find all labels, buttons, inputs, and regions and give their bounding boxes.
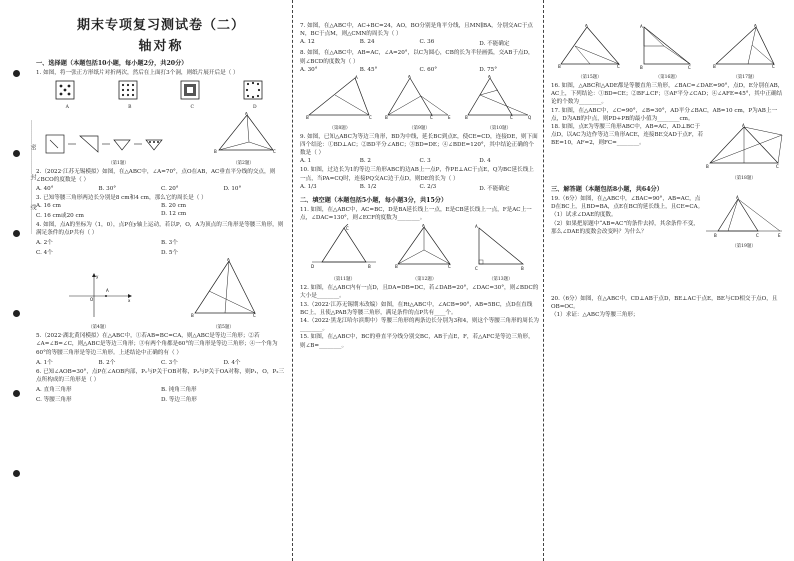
q15-q17-figures bbox=[551, 24, 784, 80]
svg-text:B: B bbox=[395, 264, 399, 270]
q10-caption: （第10题） bbox=[487, 125, 511, 131]
q1-option-c bbox=[179, 79, 205, 110]
q3-option-c[interactable]: C. 16 cm或20 cm bbox=[36, 212, 84, 219]
svg-text:B: B bbox=[557, 64, 561, 69]
svg-text:A: A bbox=[422, 224, 426, 229]
question-5: 5.（2022·湖北黄冈模拟）在△ABC中，①若AB=BC=CA，则△ABC是等边三角形；②若∠A=∠B=∠C，则△ABC是等边三角形；③有两个角都是60°的三角形是等边三角形；④一个角为60°的等腰三角形是等边三角形。上述结论中正确的有（ ） bbox=[36, 333, 278, 356]
question-20-part-1: （1）求证：△ABC为等腰三角形； bbox=[551, 312, 639, 319]
svg-text:B: B bbox=[368, 264, 371, 270]
q6-option-c[interactable]: C. 等腰三角形 bbox=[36, 397, 72, 404]
question-14: 14.（2022·黑龙江哈尔滨期中）等腰三角形的两条边长分别为3和4，则这个等腰三角形的周长为________。 bbox=[300, 318, 539, 333]
q9-option-b[interactable]: B. 2 bbox=[359, 158, 371, 165]
q11-caption: （第11题） bbox=[331, 277, 356, 283]
q5-option-c[interactable]: C. 3个 bbox=[161, 359, 178, 366]
q7-option-d[interactable]: D. 不能确定 bbox=[479, 41, 510, 48]
section-choice-heading: 一、选择题（本题包括10小题，每小题2分，共20分） bbox=[36, 60, 188, 67]
q4-figure bbox=[64, 272, 134, 330]
q1-option-d bbox=[242, 79, 268, 110]
q1-option-a-drawing bbox=[54, 79, 80, 101]
svg-text:Q: Q bbox=[528, 114, 532, 120]
svg-text:B: B bbox=[713, 64, 716, 69]
svg-text:B: B bbox=[213, 149, 217, 155]
q4-option-c[interactable]: C. 4个 bbox=[36, 250, 53, 257]
question-11: 11. 如图，在△ABC中，AC=BC，D是BA延长线上一点，E是CB延长线上一点，F是AC上一点，∠DAC=130°，则∠ECF的度数为________。 bbox=[300, 206, 532, 222]
svg-text:A: A bbox=[408, 74, 412, 79]
svg-text:B: B bbox=[385, 114, 389, 120]
q4-q5-figures bbox=[36, 258, 286, 330]
q15-figure bbox=[557, 24, 623, 80]
svg-text:B: B bbox=[714, 233, 717, 239]
q3-options-row1 bbox=[36, 203, 286, 209]
q1-folding-figure bbox=[44, 132, 194, 166]
q1-folding-drawing bbox=[44, 132, 194, 156]
svg-text:A: A bbox=[584, 24, 588, 28]
q1-options-figure bbox=[36, 79, 286, 110]
q8-option-b[interactable]: B. 45° bbox=[359, 66, 378, 73]
q18-triangle-drawing bbox=[704, 123, 784, 171]
svg-text:C: C bbox=[430, 114, 434, 120]
svg-text:B: B bbox=[520, 266, 524, 272]
q1-option-b-drawing bbox=[117, 79, 143, 101]
question-19-part-1: （1）试求∠DAE的度数。 bbox=[551, 212, 617, 219]
svg-text:A: A bbox=[736, 195, 739, 201]
q8-options bbox=[300, 67, 539, 73]
question-8: 8. 如图，在△ABC中，AB=AC，∠A=20°，以C为圆心，CB的长为半径画弧，交AB于点D，则∠BCD的度数为（ ） bbox=[300, 50, 534, 65]
q3-option-a[interactable]: A. 16 cm bbox=[36, 202, 61, 209]
q19-block bbox=[551, 195, 784, 249]
q1-caption: （第1题） bbox=[108, 161, 129, 167]
q10-option-b[interactable]: B. 1/2 bbox=[359, 183, 377, 190]
q6-options-row1 bbox=[36, 385, 286, 393]
svg-text:C: C bbox=[368, 114, 372, 120]
column-1 bbox=[0, 0, 292, 561]
svg-text:C: C bbox=[252, 313, 256, 319]
q17-figure bbox=[712, 24, 778, 80]
svg-text:O: O bbox=[89, 297, 93, 303]
q8-figure bbox=[305, 75, 375, 131]
q8-option-c[interactable]: C. 60° bbox=[419, 66, 438, 73]
svg-text:A: A bbox=[244, 112, 248, 117]
q1-label: A bbox=[65, 105, 69, 111]
q15-triangle-drawing bbox=[557, 24, 623, 70]
svg-text:C: C bbox=[346, 226, 349, 232]
svg-text:A: A bbox=[226, 258, 230, 263]
q8-q10-figures bbox=[300, 75, 539, 131]
question-19: 19.（6分）如图，在△ABC中，∠BAC=90°，AB=AC，点D在BC上，且BD=BA，点E在BC的延长线上，且CE=CA。 bbox=[551, 196, 704, 211]
q5-option-b[interactable]: B. 2个 bbox=[98, 359, 116, 366]
svg-text:C: C bbox=[688, 65, 692, 70]
q7-options bbox=[300, 39, 539, 47]
q1-label: D bbox=[252, 105, 257, 111]
q5-options bbox=[36, 358, 286, 366]
q12-caption: （第12题） bbox=[412, 277, 437, 283]
svg-text:A: A bbox=[754, 24, 757, 28]
q4-options-row1 bbox=[36, 238, 286, 246]
svg-text:C: C bbox=[510, 114, 513, 120]
q3-option-b[interactable]: B. 20 cm bbox=[161, 202, 186, 209]
q11-q13-figures bbox=[300, 224, 539, 282]
q9-option-a[interactable]: A. 1 bbox=[300, 158, 312, 165]
svg-text:E: E bbox=[778, 233, 781, 239]
svg-text:C: C bbox=[756, 233, 759, 239]
q16-figure bbox=[634, 24, 700, 80]
column-3 bbox=[543, 0, 794, 561]
question-1: 1. 如图，将一张正方形纸片对折两次，然后在上面打3个洞，则纸片展开后是（ ） bbox=[36, 70, 239, 76]
q17-triangle-drawing bbox=[712, 24, 778, 70]
svg-text:x: x bbox=[127, 298, 130, 304]
question-10: 10. 如图，过边长为1的等边三角形ABC的边AB上一点P，作PE⊥AC于点E，Q为BC延长线上一点，当PA=CQ时，连接PQ交AC边于点D，则DE的长为（ ） bbox=[300, 167, 534, 182]
svg-text:B: B bbox=[305, 114, 309, 120]
svg-text:A: A bbox=[742, 123, 745, 129]
q3-option-d[interactable]: D. 12 cm bbox=[161, 210, 187, 217]
q2-option-d[interactable]: D. 10° bbox=[223, 185, 242, 192]
q8-caption: （第8题） bbox=[329, 125, 351, 131]
question-18: 18. 如图，点E为等腰三角形ABC中，AB=AC，AD⊥BC于点D，以AC为边作等边三角形ACE，连接BE交AD于点F，若BE=10，AF=2，则FC=________。 bbox=[551, 124, 704, 147]
answer-space bbox=[551, 249, 784, 295]
svg-text:B: B bbox=[640, 65, 644, 70]
svg-text:E: E bbox=[448, 114, 452, 120]
question-16: 16. 如图，△ABC和△ADE都是等腰直角三角形，∠BAC=∠DAE=90°，点D，E分别在AB，AC上，下列结论：①BD=CE；②BF⊥CF；③AF平分∠CAD；④∠AFE=45°，其中正确结论的个数为________。 bbox=[551, 83, 784, 106]
q8-triangle-drawing bbox=[305, 75, 375, 121]
svg-text:A: A bbox=[640, 24, 644, 29]
q9-triangle-drawing bbox=[384, 75, 454, 121]
q6-option-a[interactable]: A. 直角三角形 bbox=[36, 387, 72, 394]
svg-text:A: A bbox=[474, 224, 478, 230]
q4-axes-drawing bbox=[64, 272, 134, 320]
q8-option-a[interactable]: A. 30° bbox=[300, 66, 318, 73]
q3-options-row2 bbox=[36, 211, 286, 219]
q18-caption: （第18题） bbox=[732, 176, 756, 182]
page-title: 期末专项复习测试卷（二） bbox=[76, 18, 245, 33]
question-20: 20.（6分）如图，在△ABC中，CD⊥AB于点D，BE⊥AC于点E，BE与CD相交于点O，且OB=OC。 bbox=[551, 296, 778, 311]
q6-option-b[interactable]: B. 钝角三角形 bbox=[161, 387, 197, 394]
svg-text:C: C bbox=[448, 264, 452, 270]
question-7: 7. 如图，在△ABC中，AC+BC=24，AO，BO分别是角平分线，且MN∥BA，分别交AC于点N，BC于点M，则△CMN的周长为（ ） bbox=[300, 23, 534, 38]
q12-figure bbox=[394, 224, 454, 282]
question-3: 3. 已知等腰三角形两边长分别是8 cm和4 cm，那么它的周长是（ ） bbox=[36, 194, 207, 201]
q12-triangle-drawing bbox=[394, 224, 454, 272]
q18-figure bbox=[704, 123, 784, 181]
q2-option-a[interactable]: A. 40° bbox=[36, 185, 54, 192]
question-9: 9. 如图，已知△ABC为等边三角形，BD为中线，延长BC到点E，使CE=CD，连接DE，则下面四个结论：①BD⊥AC；②BD平分∠ABC；③BD=DE；④∠BDE=120°，其中结论正确的个数是（ ） bbox=[300, 133, 538, 157]
question-12: 12. 如图，在△ABC内有一点D，且DA=DB=DC，若∠DAB=20°，∠DAC=30°，则∠BDC的大小是________。 bbox=[300, 285, 539, 300]
page-subtitle: 轴对称 bbox=[138, 39, 184, 54]
q4-options-row2 bbox=[36, 248, 286, 256]
q15-caption: （第15题） bbox=[577, 75, 602, 80]
q9-option-c[interactable]: C. 3 bbox=[419, 158, 431, 165]
binding-line-text: …………密…………封…………线………… bbox=[29, 120, 36, 234]
q6-option-d[interactable]: D. 等边三角形 bbox=[161, 397, 197, 404]
q4-option-d[interactable]: D. 5个 bbox=[161, 250, 178, 257]
q19-caption: （第19题） bbox=[732, 244, 756, 250]
q10-option-d[interactable]: D. 不能确定 bbox=[479, 185, 510, 192]
svg-text:C: C bbox=[616, 64, 620, 69]
question-19-part-2: （2）如果把原题中“AB=AC”的条件去掉，其余条件不变，那么∠DAE的度数会改变吗？为什么？ bbox=[551, 220, 699, 235]
q2-caption: （第2题） bbox=[233, 161, 254, 167]
q16-caption: （第16题） bbox=[655, 75, 680, 80]
svg-text:B: B bbox=[706, 164, 709, 170]
q5-option-d[interactable]: D. 4个 bbox=[223, 359, 241, 366]
q1-option-a bbox=[54, 79, 80, 110]
q1-q2-figures bbox=[36, 112, 286, 166]
q2-options bbox=[36, 186, 286, 192]
q4-caption: （第4题） bbox=[88, 325, 109, 331]
q10-option-a[interactable]: A. 1/3 bbox=[300, 183, 317, 190]
q16-triangle-drawing bbox=[634, 24, 700, 70]
q4-option-a[interactable]: A. 2个 bbox=[36, 240, 53, 247]
q19-text bbox=[551, 195, 704, 236]
svg-text:B: B bbox=[465, 114, 468, 120]
q10-option-c[interactable]: C. 2/3 bbox=[419, 183, 437, 190]
q11-figure bbox=[308, 224, 378, 282]
q5-triangle-drawing bbox=[189, 258, 259, 320]
section-fill-heading: 二、填空题（本题包括5小题，每小题3分，共15分） bbox=[300, 196, 448, 204]
q13-figure bbox=[471, 224, 531, 282]
q9-caption: （第9题） bbox=[409, 125, 430, 131]
svg-text:C: C bbox=[776, 164, 779, 170]
q1-label: C bbox=[190, 105, 194, 111]
q5-caption: （第5题） bbox=[213, 325, 234, 331]
q17-caption: （第17题） bbox=[733, 75, 757, 80]
svg-text:y: y bbox=[95, 274, 98, 280]
svg-text:A: A bbox=[354, 74, 358, 80]
q10-options bbox=[300, 184, 539, 192]
svg-text:A: A bbox=[105, 288, 109, 294]
svg-text:A: A bbox=[488, 74, 491, 79]
column-2 bbox=[292, 0, 543, 561]
q7-option-b[interactable]: B. 24 bbox=[359, 39, 375, 46]
q11-triangle-drawing bbox=[308, 224, 378, 272]
q1-option-b bbox=[117, 79, 143, 110]
q5-option-a[interactable]: A. 1个 bbox=[36, 359, 53, 366]
q2-triangle-drawing bbox=[209, 112, 279, 156]
q1-option-c-drawing bbox=[179, 79, 205, 101]
q5-figure bbox=[189, 258, 259, 330]
q9-options bbox=[300, 158, 539, 164]
q10-triangle-drawing bbox=[464, 75, 534, 121]
q1-label: B bbox=[128, 105, 132, 111]
q4-option-b[interactable]: B. 3个 bbox=[161, 240, 178, 247]
svg-text:D: D bbox=[311, 264, 315, 270]
svg-text:C: C bbox=[272, 149, 276, 155]
q7-option-a[interactable]: A. 12 bbox=[300, 39, 315, 46]
q2-option-c[interactable]: C. 20° bbox=[161, 185, 179, 192]
q10-figure bbox=[464, 75, 534, 131]
question-15: 15. 如图，在△ABC中，BC的垂直平分线分别交BC，AB于点E，F，若△AFC是等边三角形，则∠B=________。 bbox=[300, 334, 534, 349]
q7-option-c[interactable]: C. 36 bbox=[419, 39, 435, 46]
svg-text:B: B bbox=[190, 313, 194, 319]
q2-option-b[interactable]: B. 30° bbox=[98, 185, 117, 192]
q1-option-d-drawing bbox=[242, 79, 268, 101]
q19-figure bbox=[704, 195, 784, 249]
q19-triangle-drawing bbox=[704, 195, 784, 239]
q2-figure bbox=[209, 112, 279, 166]
q9-figure bbox=[384, 75, 454, 131]
q8-option-d[interactable]: D. 75° bbox=[479, 66, 498, 73]
question-4: 4. 如图，点A的坐标为（1，0），点P在y轴上运动，若以P，O，A为顶点的三角形是等腰三角形，则满足条件的点P共有（ ） bbox=[36, 221, 284, 237]
svg-text:C: C bbox=[474, 266, 478, 272]
q9-option-d[interactable]: D. 4 bbox=[479, 158, 491, 165]
question-2: 2.（2022·江苏无锡模拟）如图，在△ABC中，∠A=70°，点O在AB，AC垂直平分线的交点，则∠BCO的度数是（ ） bbox=[36, 169, 276, 184]
q18-block bbox=[551, 123, 784, 181]
question-6: 6. 已知∠AOB=30°，点P在∠AOB内部，P₁与P关于OB对称，P₂与P关于OA对称，则P₁，O，P₂三点所构成的三角形是（ ） bbox=[36, 368, 285, 384]
question-17: 17. 如图，在△ABC中，∠C=90°，∠B=30°，AD平分∠BAC，AB=10 cm，P为AB上一点，D为AB的中点，则PD+PB的最小值为________cm。 bbox=[551, 107, 778, 122]
q6-options-row2 bbox=[36, 395, 286, 403]
q13-caption: （第13题） bbox=[488, 277, 513, 283]
q13-triangle-drawing bbox=[471, 224, 531, 272]
svg-text:C: C bbox=[772, 64, 775, 69]
question-13: 13.（2022·江苏无锡期末改编）如图，在Rt△ABC中，∠ACB=90°，AB=5BC，点D在直线BC上，且使△PAB为等腰三角形，满足条件的点P共有____个。 bbox=[300, 301, 533, 316]
section-answer-heading: 三、解答题（本题包括8小题，共64分） bbox=[551, 186, 663, 194]
